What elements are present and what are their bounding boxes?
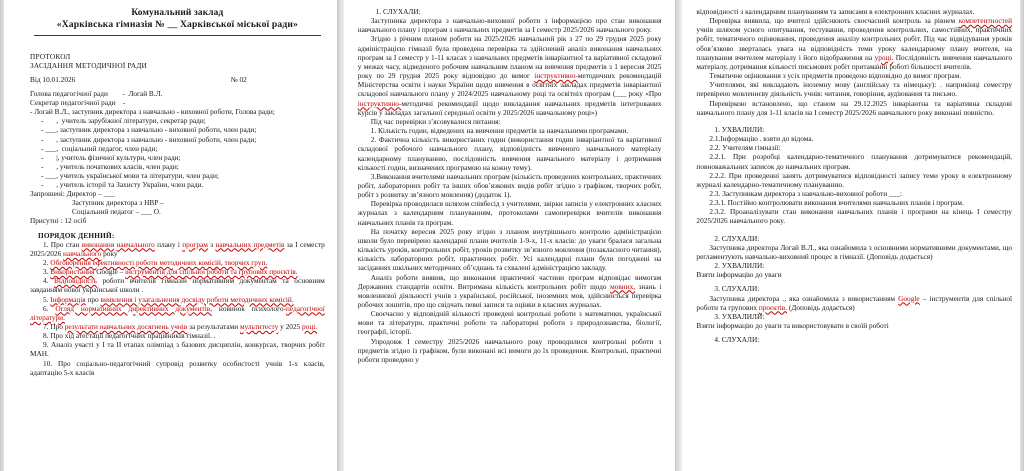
paragraph: Тематичне оцінювання з усіх предметів проведено відповідно до вимог програм. xyxy=(709,71,962,81)
paragraph: Перевіркою встановлено, що станом на 29.12.2025 інваріантна та варіативна складові навчального плану для 1-11 класів на I семестр 2025/2026 навчального року виконані повністю. xyxy=(696,98,1012,117)
agenda-item-6: 6. Огляд нормативних директивних документів, новинок психолого-педагогічної літератури. xyxy=(30,303,325,322)
spacer xyxy=(696,117,1012,125)
list-item: - , учитель зарубіжної літератури, секретар ради; xyxy=(41,116,206,126)
check-item-1: 1. Кількість годин, відведених на вивчення предметів за навчальними програмами. xyxy=(370,126,629,136)
invited-deputy: Заступник директора з НВР – xyxy=(72,198,164,208)
resolution-item: 2.3.2. Проаналізувати стан виконання навчальних планів і програми на кінець I семестру 2025/2026 навчального року. xyxy=(696,207,1012,226)
resolution-item: 2.2.2. При проведенні занять дотримуватися відповідності запису теми уроку в електронному журналі календарно-тематичному плануванню. xyxy=(696,170,1012,189)
council-secretary-line: Секретар педагогічної ради - xyxy=(30,98,126,108)
spacer xyxy=(30,36,325,52)
resolution-3-title: 3. УХВАЛИЛИ: xyxy=(714,311,765,321)
resolution-item: 2.1.Інформацію . взяти до відома. xyxy=(709,134,814,144)
heading-slukhaly-3: 3. СЛУХАЛИ: xyxy=(714,284,760,294)
council-chair-line: Голова педагогічної ради - Логай В.Л. xyxy=(30,89,163,99)
list-item: - , учитель історії та Захисту України, член ради. xyxy=(41,180,204,190)
paragraph: Заступника директора ., яка ознайомила з використанням Google – інструментів для спільної роботи та групових проєктів. (Доповідь додається) xyxy=(696,293,1012,312)
agenda-item-4: 4. Відповідність роботи вчителів гімназій нормативним документам та основним завданням нової української школи . xyxy=(30,276,325,295)
list-item: - ___, соціальний педагог, член ради; xyxy=(41,143,158,153)
invited-social-teacher: Соціальний педагог – ___ О. xyxy=(72,207,161,217)
resolution-item: 2.3.1. Постійно контролювати виконання вчителями навчальних планів і програм. xyxy=(709,198,964,208)
institution-header xyxy=(30,7,325,32)
check-questions-intro: Під час перевірки з’ясовувалися питання: xyxy=(370,116,501,126)
spacer xyxy=(696,226,1012,234)
protocol-subtitle: ЗАСІДАННЯ МЕТОДИЧНОЇ РАДИ xyxy=(30,60,147,70)
paragraph: відповідності з календарним плануванням та записами в електронних класних журналах. xyxy=(696,7,975,16)
paragraph: Згідно з річним планом роботи на 2025/2026 навчальний рік з 27 по 29 грудня 2025 року адміністрацією гімназії була проведена перевірка та здійснений аналіз виконання навчальних програм за I семестр у 1-11 класах з навчальних предметів інваріантної та варіативної складової у межах часу, відведеного робочим навчальним планом на вивчення предметів з 1 вересня 2025 року по 29 грудня 2025 року відповідно до вимог інструктивно-методичних рекомендацій Міністерства освіти і науки України щодо вивчення в освітніх закладах предметів інваріантної складової навчального плану у 2024/2025 навчальному році та освітніх програм (___ року «Про інструктивно-методичні рекомендації щодо викладання навчальних предметів інтегрованих курсів у закладах загальної середньої освіти у 2025/2026 навчальному році») xyxy=(357,34,662,117)
page-gutter-2-3 xyxy=(675,0,682,471)
invited-director: Запрошені: Директор – ___ xyxy=(30,189,115,199)
paragraph: Заступника директора Логай В.Л., яка ознайомила з основними нормативними документами, що регламентують навчально-виховний процес в гімназії. (Доповідь додається) xyxy=(696,242,1012,261)
viewer-right-edge xyxy=(1020,0,1024,471)
heading-slukhaly-2: 2. СЛУХАЛИ: xyxy=(714,233,760,243)
protocol-meta-row xyxy=(30,75,325,84)
check-item-3: 3.Виконання вчителями навчальних програм (кількість проведених контрольних, практичних робіт, лабораторних робіт та інших обов’язкових видів робіт згідно з графіком, творчих робіт, робіт з розвитку зв’язного мовлення) (додаток 1). xyxy=(357,171,662,200)
institution-header-line1: Комунальний заклад xyxy=(131,8,224,18)
protocol-number: № 02 xyxy=(230,75,247,84)
agenda-item-1: 1. Про стан виконання навчального плану і програм з навчальних предметів за I семестр 2025/2026 навчального року xyxy=(30,239,325,258)
document-page-1 xyxy=(4,0,337,471)
document-page-2 xyxy=(344,0,676,471)
page-gutter-1-2 xyxy=(337,0,344,471)
list-item: - ___, учитель української мови та літератури, член ради; xyxy=(41,170,219,180)
resolution-item: 2.2. Учителям гімназії: xyxy=(709,143,781,153)
institution-header-line2: «Харківська гімназія № __ Харківської міської ради» xyxy=(56,19,298,31)
paragraph: Перевірка виявила, що вчителі здійснюють своєчасний контроль за рівнем компетентностей учнів шляхом усного опитування, тестування, проведення контрольних, самостійних, практичних робіт, тематичного оцінювання, проведення аналізу контрольних робіт. Під час відвідування уроків обов’язково зверталась увага на відповідність теми уроку календарному плану вчителя, на планування вчителем матеріалу і його відображення на уроці. Послідовність вивчення навчального матеріалу, дотримання кількості письмових робіт притаманні роботі більшості вчителів. xyxy=(696,16,1012,71)
resolution-1-title: 1. УХВАЛИЛИ: xyxy=(714,124,765,134)
heading-slukhaly-1: 1. СЛУХАЛИ: xyxy=(375,7,421,16)
agenda-item-2: 2. Обговорення ефективності роботи методичних комісій, творчих груп. xyxy=(43,257,268,267)
list-item: - ___, заступник директора з навчально - виховної роботи, член ради; xyxy=(41,125,257,135)
resolution-item: 2.3. Заступникам директора з навчально-виховної роботи ___: xyxy=(709,188,902,198)
council-member-intro: - Логай В.Л., заступник директора з навчально - виховної роботи, Голова ради; xyxy=(30,107,275,117)
list-item: - |, учитель фізичної культури, член ради; xyxy=(41,152,181,162)
list-item: - , заступник директора з навчально - виховної роботи, член ради; xyxy=(41,134,257,144)
agenda-item-7: 7. Про результати навчальних досягнень учнів за результатами мультитесту у 2025 році. xyxy=(43,322,318,331)
resolution-item: 2.2.1. При розробці календарно-тематичного планування дотримуватися рекомендацій, повноважальних записок до навчальних програм. xyxy=(696,152,1012,171)
resolution-2-text: Взяти інформацію до уваги xyxy=(696,270,782,280)
protocol-title: ПРОТОКОЛ xyxy=(30,51,71,61)
agenda-item-5: 5. Інформація про виявлення і узагальнення досвіду роботи методичних комісій. xyxy=(43,294,294,304)
paragraph: На початку вересня 2025 року згідно з планом внутрішнього контролю адміністрацією школи було перевірено календарні плани вчителів 1-9-х, 11-х класів: до уваги бралася загальна кількість уроків, контрольних робіт, уроків розвитку зв’язного мовлення (позакласного читання), кількість лабораторних робіт, практичних робіт. Усі календарні плани були погоджені на засіданнях шкільних методичних об’єднань та схвалені адміністрацією закладу. xyxy=(357,226,662,273)
paragraph: Учителями, які викладають іноземну мову (англійську та німецьку): . наприкінці семестру перевірено мовленнєву діяльність учнів: читання, говоріння, аудіювання та письмо. xyxy=(696,80,1012,99)
list-item: - , учитель початкових класів, член ради; xyxy=(41,161,179,171)
heading-slukhaly-4: 4. СЛУХАЛИ: xyxy=(714,335,760,345)
paragraph: Перевірка проводилася шляхом співбесід з учителями, звірки записів у електронних класних журналах з календарним плануванням, протоколами самоперевірки вчителів виконання навчальних планів та програм. xyxy=(357,199,662,227)
paragraph: Аналіз роботи виявив, що виконання практичної частини програм відповідає вимогам Державних стандартів освіти. Витримана кількість контрольних робіт щодо мовних, знань і мовленнєвої діяльності учнів з української, російської, іноземних мов, здійснюється перевірка робочих зошитів, про що свідчать певні записи та оцінки в класних журналах. xyxy=(357,272,662,309)
protocol-date: Від 10.01.2026 xyxy=(30,75,76,84)
agenda-item-10: 10. Про соціально-педагогічний супровід розвитку особистості учнів 1-х класів, адаптацію 5-х класів xyxy=(30,358,325,377)
document-page-3 xyxy=(682,0,1020,471)
resolution-2-title: 2. УХВАЛИЛИ: xyxy=(714,261,765,271)
agenda-item-3: 3. Використання Google – інструментів для спільної роботи та групових проєктів. xyxy=(43,267,298,277)
check-item-2: 2. Фактична кількість використаних годин (використання годин інваріантної та варіативної складової робочого навчального плану, відповідність вивченого навчального матеріалу календарному плануванню, послідовність вивчення навчального матеріалу і дотримання кількості годин, визначених програмою на кожну тему). xyxy=(357,135,662,172)
paragraph: Заступника директора з навчально-виховної роботи з інформацією про стан виконання навчального плану і програм з навчальних предметів за I семестр 2025/2026 навчального року. xyxy=(357,16,662,35)
agenda-item-8: 8. Про хід атестації педагогічних працівників гімназії. . xyxy=(43,331,216,341)
attendance-count: Присутні : 12 осіб xyxy=(30,216,87,226)
agenda-item-9: 9. Аналіз участі у I та II етапах олімпіад з базових дисциплін, конкурсах, творчих робіт МАН. xyxy=(30,340,325,359)
agenda-title: ПОРЯДОК ДЕННИЙ: xyxy=(38,230,115,240)
resolution-3-text: Взяти інформацію до уваги та використовувати в своїй роботі xyxy=(696,321,889,330)
paragraph: Своєчасно у відповідній кількості проведені контрольні роботи з математики, української мови та літератури, практичні роботи та лабораторні роботи з природознавства, біології, географії, історії. xyxy=(357,309,662,337)
paragraph: Упродовж I семестру 2025/2026 навчального року проводилися контрольні роботи з предметів згідно із графіком, були виконані всі вимоги до їх проведення. Контрольні, практичні роботи проведено у xyxy=(357,336,662,364)
